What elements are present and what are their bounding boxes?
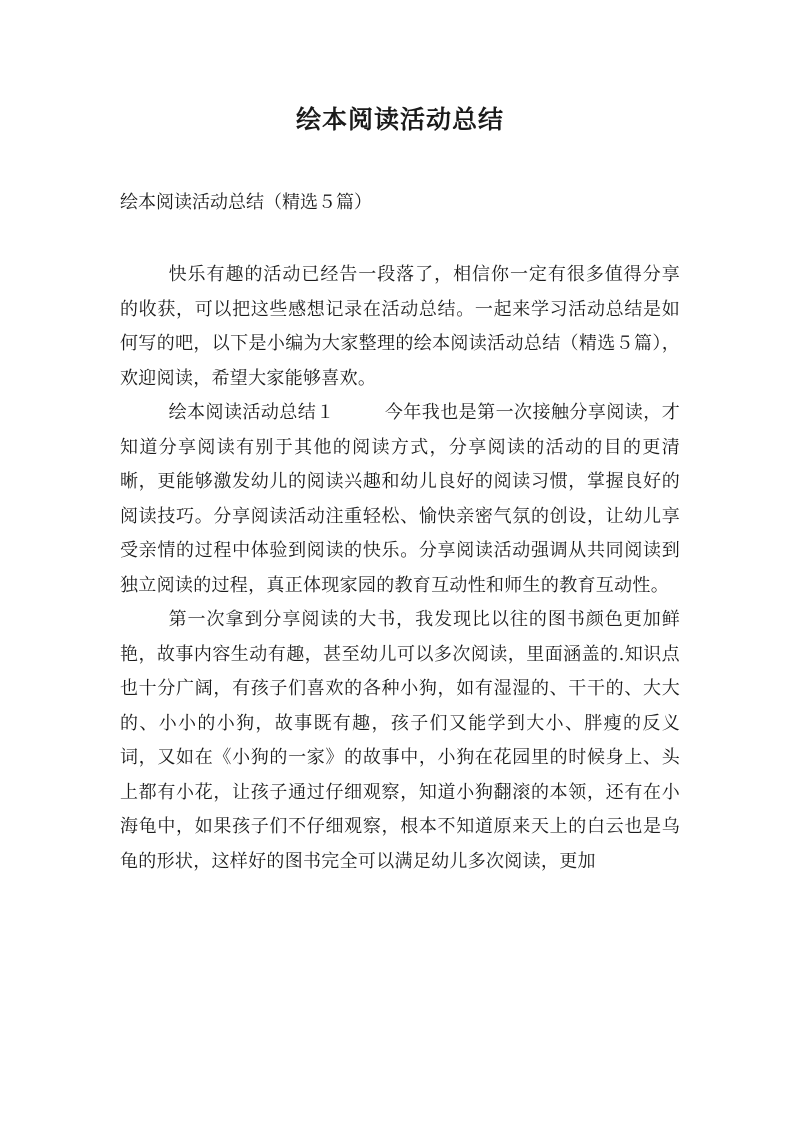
intro-paragraph: 快乐有趣的活动已经告一段落了，相信你一定有很多值得分享的收获，可以把这些感想记录在活动总结。一起来学习活动总结是如何写的吧，以下是小编为大家整理的绘本阅读活动总结（精选５篇），欢迎阅读，希望大家能够喜欢。 bbox=[120, 264, 680, 389]
document-title: 绘本阅读活动总结 bbox=[295, 105, 504, 134]
document-subtitle: 绘本阅读活动总结（精选５篇） bbox=[120, 192, 372, 213]
section-1-text: 今年我也是第一次接触分享阅读，才知道分享阅读有别于其他的阅读方式，分享阅读的活动的目的更清晰，更能够激发幼儿的阅读兴趣和幼儿良好的阅读习惯，掌握良好的阅读技巧。分享阅读活动注重轻松、愉快亲密气氛的创设，让幼儿享受亲情的过程中体验到阅读的快乐。分享阅读活动强调从共同阅读到独立阅读的过程，真正体现家园的教育互动性和师生的教育互动性。 bbox=[120, 402, 680, 596]
section-1-heading: 绘本阅读活动总结１ bbox=[168, 402, 335, 423]
section-1-paragraph bbox=[120, 396, 680, 603]
body-paragraph-3: 第一次拿到分享阅读的大书，我发现比以往的图书颜色更加鲜艳，故事内容生动有趣，甚至幼儿可以多次阅读，里面涵盖的.知识点也十分广阔，有孩子们喜欢的各种小狗，如有湿湿的、干干的、大大的、小小的小狗，故事既有趣，孩子们又能学到大小、胖瘦的反义词，又如在《小狗的一家》的故事中，小狗在花园里的时候身上、头上都有小花，让孩子通过仔细观察，知道小狗翻滚的本领，还有在小海龟中，如果孩子们不仔细观察，根本不知道原来天上的白云也是乌龟的形状，这样好的图书完全可以满足幼儿多次阅读，更加 bbox=[120, 609, 680, 872]
document-body bbox=[120, 258, 680, 879]
